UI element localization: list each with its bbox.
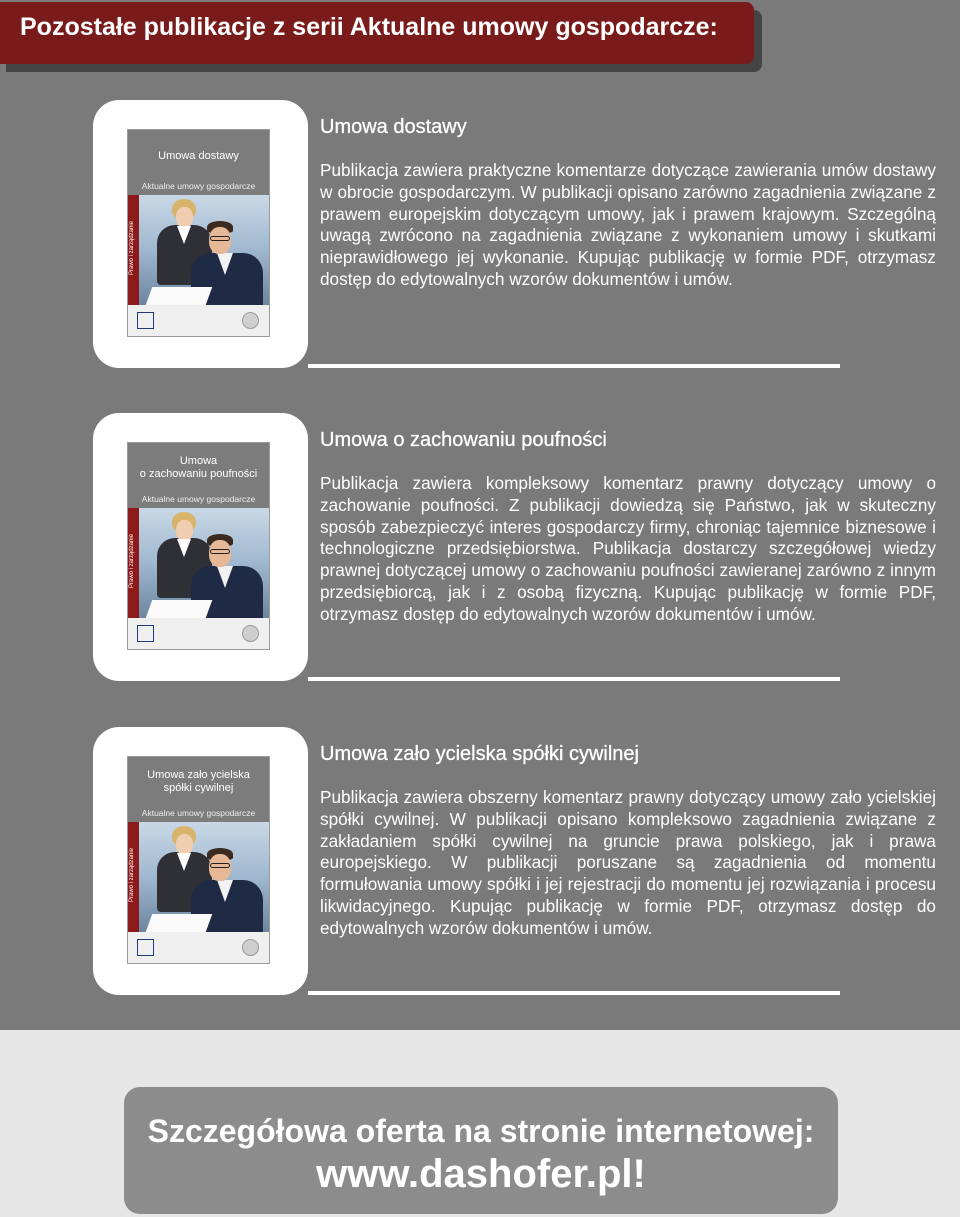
cover-photo (139, 195, 270, 305)
footer-offer-box[interactable] (124, 1087, 838, 1214)
publisher-logo (137, 312, 154, 329)
publisher-logo (137, 625, 154, 642)
photo-paper (146, 600, 213, 618)
cover-header (128, 130, 269, 195)
photo-woman-face (176, 834, 193, 855)
publication-description: Publikacja zawiera praktyczne komentarze dotyczące zawierania umów dostawy w obrocie gospodarczym. W publikacji opisano zarówno zagadnienia związane z prawem europejskim dotyczącym umowy, jak i prawem krajowym. Szczególną uwagą zwrócono na zagadnienia związane z wykonaniem umowy i skutkami nieprawidłowego jej wykonanie. Kupując publikację w formie PDF, otrzymasz dostęp do edytowalnych wzorów dokumentów i umów. (320, 160, 936, 289)
book-cover[interactable] (127, 442, 270, 650)
photo-man-glasses (210, 863, 230, 868)
publication-item (0, 100, 960, 370)
cover-spine-label: Prawo i zarządzanie (129, 533, 135, 589)
header-banner (0, 2, 754, 64)
divider (308, 677, 840, 681)
cover-card (93, 727, 308, 995)
footer-offer-text: Szczegółowa oferta na stronie internetowej: (147, 1113, 815, 1149)
cover-footer (128, 618, 269, 650)
cover-series: Aktualne umowy gospodarcze (141, 808, 256, 818)
cover-header (128, 757, 269, 822)
cover-series: Aktualne umowy gospodarcze (141, 181, 256, 191)
book-cover[interactable] (127, 129, 270, 337)
cover-series: Aktualne umowy gospodarcze (141, 494, 256, 504)
publication-title: Umowa o zachowaniu poufności (320, 429, 607, 451)
photo-man-glasses (210, 236, 230, 241)
cover-footer (128, 305, 269, 337)
header (0, 0, 960, 70)
cover-title: Umowa o zachowaniu poufności (139, 455, 258, 480)
publication-item (0, 413, 960, 683)
publication-description: Publikacja zawiera kompleksowy komentarz prawny dotyczący umowy o zachowanie poufności. Z publikacji dowiedzą się Państwo, jak w skuteczny sposób zabezpieczyć interes gospodarczy firmy, chroniąc tajemnice biznesowe i technologiczne przedsiębiorstwa. Publikacja dostarczy szczegółowej wiedzy prawnej dotyczącej umowy o zachowaniu poufności zawieranej zarówno z innym przedsiębiorcą, jak i z osobą fizyczną. Kupując publikację w formie PDF, otrzymasz dostęp do edytowalnych wzorów dokumentów i umów. (320, 473, 936, 624)
photo-paper (146, 287, 213, 305)
cover-title: Umowa zało ycielska spółki cywilnej (147, 769, 250, 794)
header-title: Pozostałe publikacje z serii Aktualne umowy gospodarcze: (20, 13, 718, 41)
photo-man-glasses (210, 549, 230, 554)
cover-photo (139, 508, 270, 618)
divider (308, 364, 840, 368)
divider (308, 991, 840, 995)
photo-paper (146, 914, 213, 932)
cover-spine (128, 508, 139, 618)
cover-spine (128, 195, 139, 305)
cover-spine (128, 822, 139, 932)
publication-description: Publikacja zawiera obszerny komentarz prawny dotyczący umowy zało ycielskiej spółki cywilnej. W publikacji opisano kompleksowo zagadnienia związane z zakładaniem spółki cywilnej na gruncie prawa polskiego, jak i prawa europejskiego. W publikacji poruszane są zagadnienia od momentu formułowania umowy spółki i jej rejestracji do momentu jej rozwiązania i procesu likwidacyjnego. Kupując publikację w formie PDF, otrzymasz dostęp do edytowalnych wzorów dokumentów i umów. (320, 787, 936, 938)
publisher-logo (137, 939, 154, 956)
photo-woman-face (176, 520, 193, 541)
cover-spine-label: Prawo i zarządzanie (129, 847, 135, 903)
seal-icon (242, 312, 259, 329)
cover-card (93, 413, 308, 681)
cover-photo (139, 822, 270, 932)
publication-item (0, 727, 960, 997)
cover-title: Umowa dostawy (158, 150, 239, 162)
cover-card (93, 100, 308, 368)
seal-icon (242, 939, 259, 956)
cover-footer (128, 932, 269, 964)
cover-spine-label: Prawo i zarządzanie (129, 220, 135, 276)
seal-icon (242, 625, 259, 642)
publication-title: Umowa zało ycielska spółki cywilnej (320, 743, 639, 765)
photo-woman-face (176, 207, 193, 228)
book-cover[interactable] (127, 756, 270, 964)
cover-header (128, 443, 269, 508)
publication-title: Umowa dostawy (320, 116, 467, 138)
website-link[interactable]: www.dashofer.pl! (316, 1152, 646, 1196)
